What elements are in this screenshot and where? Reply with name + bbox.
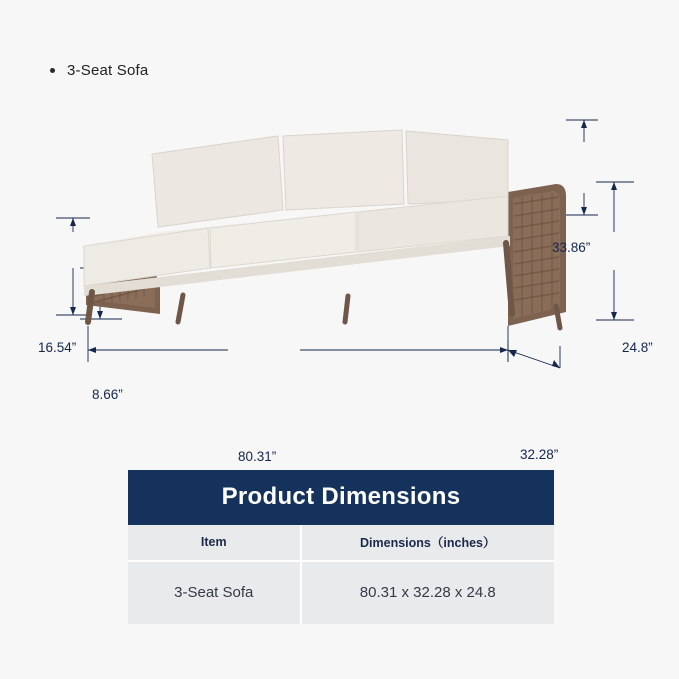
column-header-item: Item <box>128 525 301 561</box>
bullet-dot-icon <box>50 68 55 73</box>
dimensions-table <box>128 525 554 624</box>
dimension-label-back-height: 16.54” <box>38 340 77 355</box>
table-header-row <box>128 525 554 561</box>
dimension-label-seat-height: 8.66” <box>92 387 123 402</box>
cell-item-dimensions: 80.31 x 32.28 x 24.8 <box>301 561 554 624</box>
dimension-label-overall-height: 33.86” <box>552 240 591 255</box>
dimension-label-right-height: 24.8” <box>622 340 653 355</box>
table-row <box>128 561 554 624</box>
sofa-illustration <box>0 100 679 464</box>
cell-item-name: 3-Seat Sofa <box>128 561 301 624</box>
dimension-label-overall-depth: 32.28” <box>520 447 559 462</box>
table-title: Product Dimensions <box>128 470 554 525</box>
dimension-label-overall-width: 80.31” <box>238 449 277 464</box>
column-header-dimensions: Dimensions（inches） <box>301 525 554 561</box>
product-name-label: 3-Seat Sofa <box>67 62 149 79</box>
product-bullet <box>50 62 148 79</box>
product-dimensions-table <box>128 470 554 624</box>
